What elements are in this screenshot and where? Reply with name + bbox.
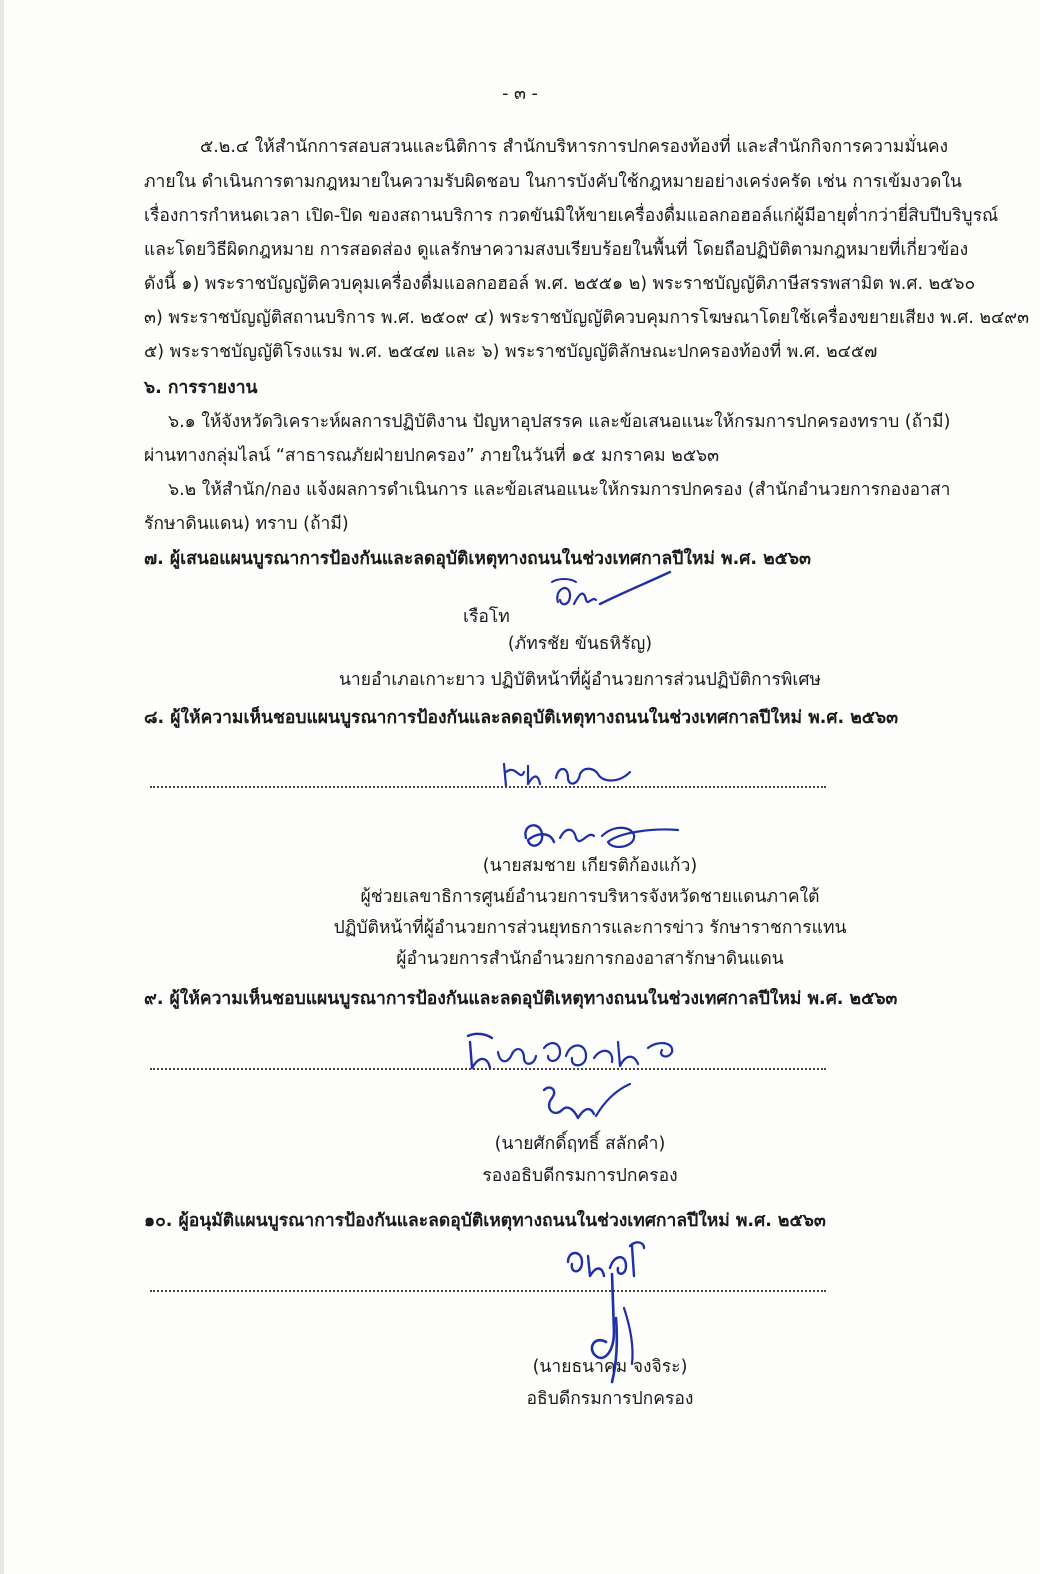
section-10-heading: ๑๐. ผู้อนุมัติแผนบูรณาการป้องกันและลดอุบัติเหตุทางถนนในช่วงเทศกาลปีใหม่ พ.ศ. ๒๕๖๓ <box>144 1211 826 1231</box>
paragraph-line: เรื่องการกำหนดเวลา เปิด-ปิด ของสถานบริการ กวดขันมิให้ขายเครื่องดื่มแอลกอฮอล์แก่ผู้มีอายุต่ำกว่ายี่สิบปีบริบูรณ์ <box>144 206 999 226</box>
section-10-name: (นายธนาคม จงจิระ) <box>532 1357 688 1377</box>
section-6-1-line-2: ผ่านทางกลุ่มไลน์ “สาธารณภัยฝ่ายปกครอง” ภายในวันที่ ๑๕ มกราคม ๒๕๖๓ <box>144 446 720 466</box>
section-6-2-line-2: รักษาดินแดน) ทราบ (ถ้ามี) <box>144 514 349 534</box>
section-8-position-2: ปฏิบัติหน้าที่ผู้อำนวยการส่วนยุทธการและการข่าว รักษาราชการแทน <box>333 918 847 938</box>
paragraph-line: ๓) พระราชบัญญัติสถานบริการ พ.ศ. ๒๕๐๙ ๔) พระราชบัญญัติควบคุมการโฆษณาโดยใช้เครื่องขยายเสียง พ.ศ. ๒๔๙๓ <box>144 308 1030 328</box>
section-7-heading: ๗. ผู้เสนอแผนบูรณาการป้องกันและลดอุบัติเหตุทางถนนในช่วงเทศกาลปีใหม่ พ.ศ. ๒๕๖๓ <box>144 549 811 569</box>
section-9-name: (นายศักดิ์ฤทธิ์ สลักคำ) <box>494 1134 666 1154</box>
section-7-position: นายอำเภอเกาะยาว ปฏิบัติหน้าที่ผู้อำนวยการส่วนปฏิบัติการพิเศษ <box>338 670 822 690</box>
scan-edge-left <box>0 0 4 1574</box>
paragraph-line: ดังนี้ ๑) พระราชบัญญัติควบคุมเครื่องดื่มแอลกอฮอล์ พ.ศ. ๒๕๕๑ ๒) พระราชบัญญัติภาษีสรรพสามิต พ.ศ. ๒๕๖๐ <box>144 274 976 294</box>
comment-line <box>150 1068 826 1070</box>
section-6-2-line-1: ๖.๒ ให้สำนัก/กอง แจ้งผลการดำเนินการ และข้อเสนอแนะให้กรมการปกครอง (สำนักอำนวยการกองอาสา <box>168 480 951 500</box>
comment-line <box>150 786 826 788</box>
section-6-heading: ๖. การรายงาน <box>144 378 258 398</box>
signature-proposer <box>540 560 680 630</box>
section-8-position-3: ผู้อำนวยการสำนักอำนวยการกองอาสารักษาดินแดน <box>396 949 784 969</box>
paragraph-line: ๕.๒.๔ ให้สำนักการสอบสวนและนิติการ สำนักบริหารการปกครองท้องที่ และสำนักกิจการความมั่นคง <box>200 137 949 157</box>
paragraph-line: ภายใน ดำเนินการตามกฎหมายในความรับผิดชอบ ในการบังคับใช้กฎหมายอย่างเคร่งครัด เช่น การเข้มงวดใน <box>144 172 962 192</box>
paragraph-line: และโดยวิธีผิดกฎหมาย การสอดส่อง ดูแลรักษาความสงบเรียบร้อยในพื้นที่ โดยถือปฏิบัติตามกฎหมายที่เกี่ยวข้อง <box>144 240 969 260</box>
section-6-1-line-1: ๖.๑ ให้จังหวัดวิเคราะห์ผลการปฏิบัติงาน ปัญหาอุปสรรค และข้อเสนอแนะให้กรมการปกครองทราบ (ถ้ามี) <box>168 412 951 432</box>
section-7-name: (ภัทรชัย ขันธหิรัญ) <box>507 634 653 654</box>
section-10-position: อธิบดีกรมการปกครอง <box>526 1389 694 1409</box>
section-7-rank: เรือโท <box>463 607 510 627</box>
section-8-name: (นายสมชาย เกียรติก้องแก้ว) <box>482 856 698 876</box>
signature-approver-2 <box>534 1080 644 1130</box>
section-8-position-1: ผู้ช่วยเลขาธิการศูนย์อำนวยการบริหารจังหวัดชายแดนภาคใต้ <box>360 887 820 907</box>
section-9-heading: ๙. ผู้ให้ความเห็นชอบแผนบูรณาการป้องกันและลดอุบัติเหตุทางถนนในช่วงเทศกาลปีใหม่ พ.ศ. ๒๕๖๓ <box>144 989 898 1009</box>
paragraph-line: ๕) พระราชบัญญัติโรงแรม พ.ศ. ๒๕๔๗ และ ๖) พระราชบัญญัติลักษณะปกครองท้องที่ พ.ศ. ๒๔๕๗ <box>144 342 878 362</box>
section-9-position: รองอธิบดีกรมการปกครอง <box>482 1166 678 1186</box>
comment-line <box>150 1290 826 1292</box>
page-number: - ๓ - <box>502 84 538 104</box>
section-8-heading: ๘. ผู้ให้ความเห็นชอบแผนบูรณาการป้องกันและลดอุบัติเหตุทางถนนในช่วงเทศกาลปีใหม่ พ.ศ. ๒๕๖๓ <box>144 708 899 728</box>
